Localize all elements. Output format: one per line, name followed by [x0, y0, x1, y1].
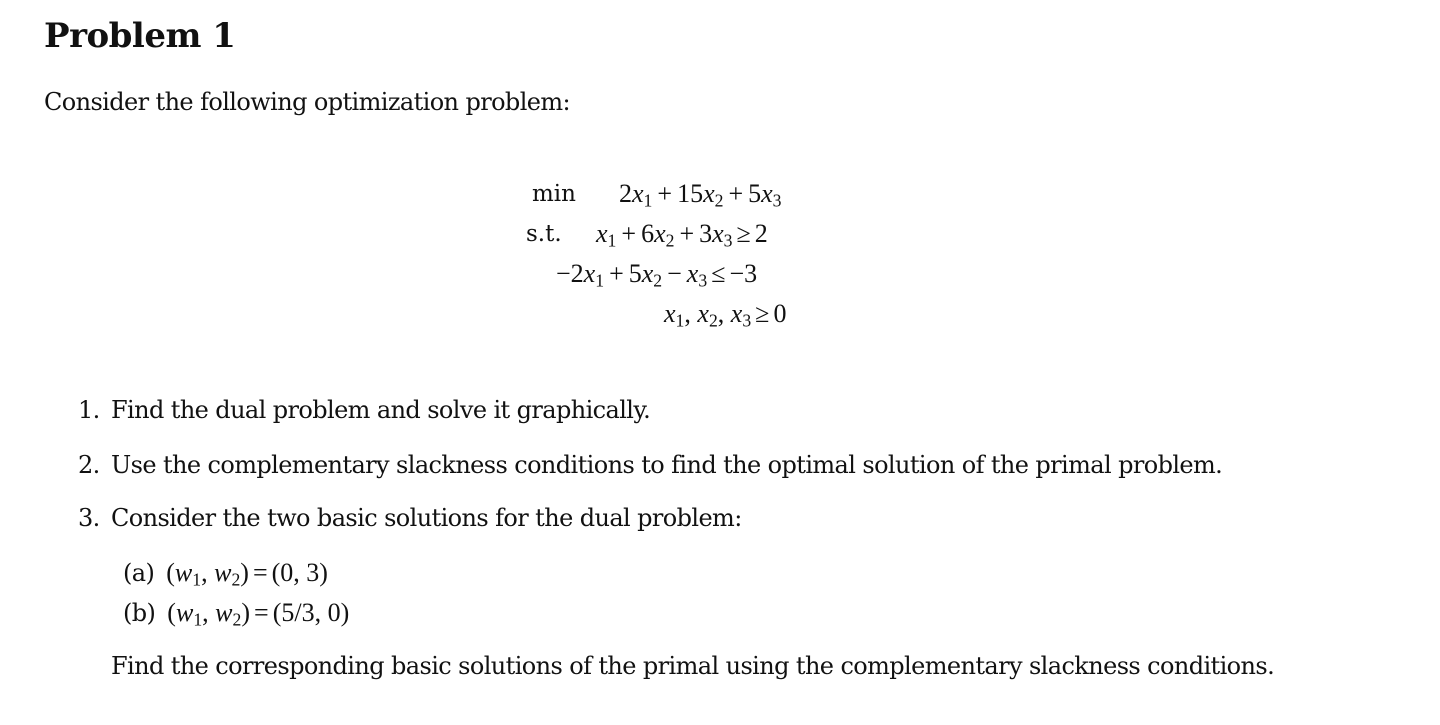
subtask-item	[123, 598, 349, 628]
constraint-nonnegativity: $x_1$, $x_2$, $x_3 \ge 0$	[664, 299, 787, 331]
task-text: Consider the two basic solutions for the dual problem:	[111, 504, 742, 532]
task-number: 2.	[78, 451, 100, 479]
task-text: Find the dual problem and solve it graphically.	[111, 396, 651, 424]
task-number: 1.	[78, 396, 100, 424]
task-text: Use the complementary slackness conditions to find the optimal solution of the primal problem.	[111, 451, 1223, 479]
closing-instruction: Find the corresponding basic solutions of the primal using the complementary slackness conditions.	[111, 652, 1275, 680]
subtask-label: (a)	[123, 559, 155, 587]
obj-term-3: $5x_3$	[748, 179, 782, 211]
constraint-2: $-2x_1 + 5x_2 - x_3 \le -3$	[556, 259, 758, 291]
constraint-1: $x_1 + 6x_2 + 3x_3 \ge 2$	[596, 219, 768, 251]
objective-function: $2x_1 + 15x_2 + 5x_3$	[619, 179, 782, 211]
subtask-label: (b)	[123, 599, 156, 627]
task-item	[78, 504, 742, 532]
subtask-equation: ($w_1$, $w_2) = (5/3$, 0)	[167, 598, 350, 630]
subtask-item	[123, 558, 328, 588]
problem-intro: Consider the following optimization problem:	[44, 88, 571, 116]
task-item	[78, 451, 1223, 479]
subtask-equation: ($w_1$, $w_2) = (0$, 3)	[166, 558, 328, 590]
problem-title: Problem 1	[44, 16, 236, 56]
task-number: 3.	[78, 504, 100, 532]
st-label: s.t.	[526, 221, 562, 247]
min-label: min	[532, 181, 576, 207]
obj-term-2: $15x_2$	[677, 179, 724, 211]
obj-term-1: $2x_1$	[619, 179, 653, 211]
task-item	[78, 396, 651, 424]
